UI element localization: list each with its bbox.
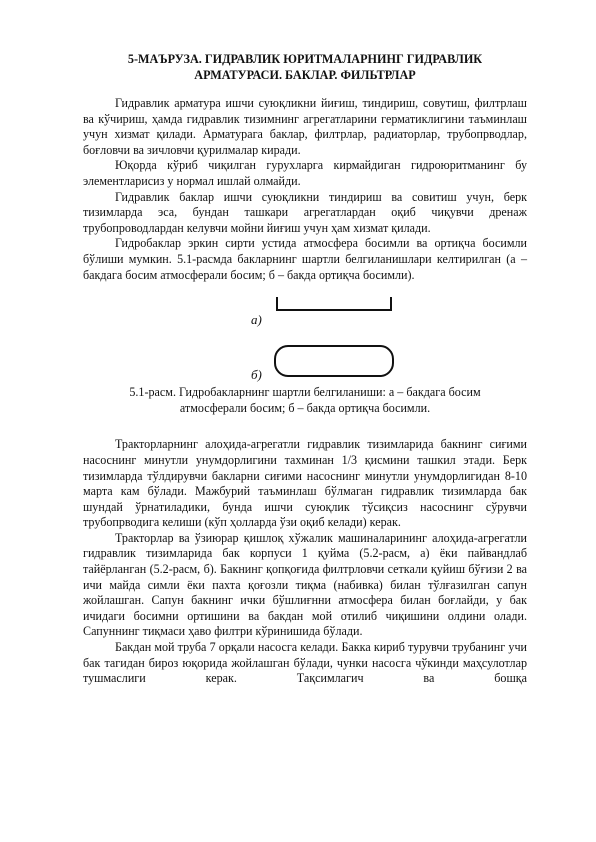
lecture-title xyxy=(83,52,527,83)
paragraph-tank-construction: Тракторлар ва ўзиюрар қишлоқ хўжалик машиналарининг алоҳида-агрегатли гидравлик тизимларида бак корпуси 1 қуйма (5.2-расм, а) ёки пайвандлаб тайёрланган (5.2-расм, б). Бакнинг қопқоғида филтрловчи сеткали қуйиш бўғизи 2 ва ичи майда симли ёки пахта қоғозли тиқма (набивка) билан тўлғазилган сапун жойлашган. Сапун бакнинг ички бўшлиғнни атмосфера билан боғлайди, у бак ичидаги босимни ортишини ва бакдан мой отилиб чиқишини олдини олади. Сапуннинг тиқмаси ҳаво филтри кўринишида бўлади. xyxy=(83,530,527,639)
pressurized-tank-symbol xyxy=(274,345,394,377)
paragraph-tank-pressure: Гидробаклар эркин сирти устида атмосфера босимли ва ортиқча босимли бўлиши мумкин. 5.1-расмда бакларнинг шартли белгиланишлари келтирилган (а – бакдага босим атмосферали босим; б – бакда ортиқча босимли). xyxy=(83,236,527,282)
paragraph-oil-pipe: Бакдан мой труба 7 орқали насосга келади. Бакка кириб турувчи трубанинг учи бак тагидан бироз юқорида жойлашган бўлади, чунки насосга чўкинди маҳсулотлар тушмаслиги керак. Тақсимлагич ва бошқа xyxy=(83,640,527,686)
figure-label-a: а) xyxy=(251,312,262,328)
figure-caption-line-2: атмосферали босим; б – бакда ортиқча босимли. xyxy=(179,400,431,415)
figure-tank-symbols xyxy=(83,285,527,383)
lecture-title-line-1: 5-МАЪРУЗА. ГИДРАВЛИК ЮРИТМАЛАРНИНГ ГИДРАВЛИК xyxy=(127,52,483,66)
figure-label-b: б) xyxy=(251,367,262,383)
paragraph-hydraulic-fittings: Гидравлик арматура ишчи суюқликни йиғиш, тиндириш, совутиш, филтрлаш ва кўчириш, ҳамда гидравлик тизимнинг агрегатларини герматиклигини таъминлаш учун хизмат қилади. Арматурага баклар, филтрлар, радиаторлар, трубопрводлар, боғловчи ва зичловчи қурилмалар киради. xyxy=(83,96,527,157)
lecture-title-line-2: АРМАТУРАСИ. БАКЛАР. ФИЛЬТРЛАР xyxy=(194,67,416,82)
open-tank-symbol xyxy=(276,297,392,311)
figure-caption xyxy=(83,385,527,416)
figure-caption-line-1: 5.1-расм. Гидробакларнинг шартли белгиланиши: а – бакдага босим xyxy=(129,385,481,400)
paragraph-hydraulic-tanks: Гидравлик баклар ишчи суюқликни тиндириш ва совитиш учун, берк тизимларда эса, бундан ташкари агрегатлардан оқиб чиқувчи дренаж трубопроводлардан келувчи мойни йиғиш учун ҳам хизмат қилади. xyxy=(83,189,527,235)
document-page xyxy=(83,52,527,687)
paragraph-tractor-tank-capacity: Тракторларнинг алоҳида-агрегатли гидравлик тизимларида бакнинг сиғими насоснинг минутли унумдорлигини тахминан 1/3 қисмини ташкил этади. Берк тизимларда тўлдирувчи бакларни сиғими насоснинг минутли унумдорлигидан 8-10 марта кам бўлади. Мажбурий таъминлаш бўлмаган гидравлик тизимларда бак шундай ўрнатиладики, бунда ишчи суюқлик тўсиқсиз насоснинг сўрувчи трубопрводига келиши (кўп ҳолларда ўзи оқиб келади) керак. xyxy=(83,437,527,530)
paragraph-elements-required: Юқорда кўриб чиқилган гурухларга кирмайдиган гидроюритманинг бу элементларисиз у нормал ишлай олмайди. xyxy=(83,158,527,188)
